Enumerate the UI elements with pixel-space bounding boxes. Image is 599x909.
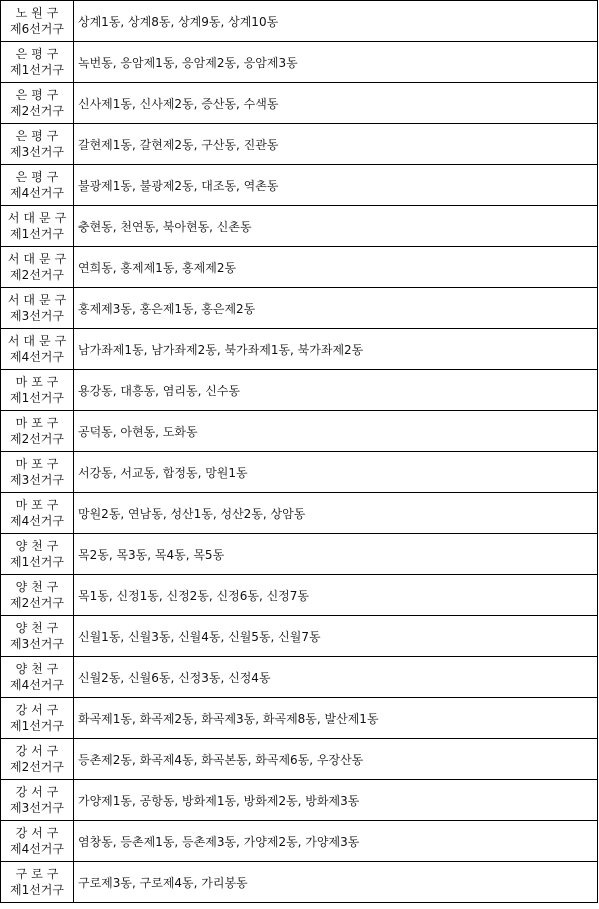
- gu-name: 강서구: [15, 785, 63, 799]
- gu-name: 구로구: [15, 867, 63, 881]
- district-number: 제1선거구: [9, 883, 64, 897]
- dong-list-cell: 불광제1동, 불광제2동, 대조동, 역촌동: [74, 165, 598, 206]
- district-number: 제4선거구: [9, 842, 64, 856]
- gu-name: 서대문구: [7, 334, 71, 348]
- gu-name: 마포구: [15, 498, 63, 512]
- table-row: [1, 247, 598, 288]
- district-number: 제4선거구: [9, 350, 64, 364]
- gu-name: 은평구: [15, 170, 63, 184]
- district-name-cell: [1, 534, 74, 575]
- gu-name: 양천구: [15, 580, 63, 594]
- district-number: 제4선거구: [9, 186, 64, 200]
- table-row: [1, 206, 598, 247]
- dong-list-cell: 용강동, 대흥동, 염리동, 신수동: [74, 370, 598, 411]
- dong-list-cell: 신월2동, 신월6동, 신정3동, 신정4동: [74, 657, 598, 698]
- gu-name: 마포구: [15, 416, 63, 430]
- table-row: [1, 534, 598, 575]
- district-number: 제3선거구: [9, 473, 64, 487]
- table-row: [1, 821, 598, 862]
- dong-list-cell: 신월1동, 신월3동, 신월4동, 신월5동, 신월7동: [74, 616, 598, 657]
- gu-name: 노원구: [15, 6, 63, 20]
- district-name-cell: [1, 411, 74, 452]
- dong-list-cell: 목2동, 목3동, 목4동, 목5동: [74, 534, 598, 575]
- table-row: [1, 165, 598, 206]
- dong-list-cell: 남가좌제1동, 남가좌제2동, 북가좌제1동, 북가좌제2동: [74, 329, 598, 370]
- district-name-cell: [1, 83, 74, 124]
- district-number: 제3선거구: [9, 145, 64, 159]
- table-row: [1, 370, 598, 411]
- district-name-cell: [1, 329, 74, 370]
- gu-name: 양천구: [15, 621, 63, 635]
- district-name-cell: [1, 493, 74, 534]
- gu-name: 서대문구: [7, 293, 71, 307]
- district-number: 제1선거구: [9, 63, 64, 77]
- gu-name: 서대문구: [7, 252, 71, 266]
- district-number: 제2선거구: [9, 104, 64, 118]
- dong-list-cell: 목1동, 신정1동, 신정2동, 신정6동, 신정7동: [74, 575, 598, 616]
- gu-name: 서대문구: [7, 211, 71, 225]
- district-number: 제3선거구: [9, 637, 64, 651]
- gu-name: 양천구: [15, 662, 63, 676]
- district-number: 제1선거구: [9, 227, 64, 241]
- dong-list-cell: 신사제1동, 신사제2동, 증산동, 수색동: [74, 83, 598, 124]
- table-row: [1, 83, 598, 124]
- table-row: [1, 329, 598, 370]
- dong-list-cell: 공덕동, 아현동, 도화동: [74, 411, 598, 452]
- district-name-cell: [1, 206, 74, 247]
- gu-name: 양천구: [15, 539, 63, 553]
- table-row: [1, 862, 598, 903]
- table-row: [1, 411, 598, 452]
- district-name-cell: [1, 780, 74, 821]
- dong-list-cell: 충현동, 천연동, 북아현동, 신촌동: [74, 206, 598, 247]
- district-name-cell: [1, 247, 74, 288]
- table-row: [1, 288, 598, 329]
- district-name-cell: [1, 1, 74, 42]
- gu-name: 마포구: [15, 457, 63, 471]
- district-number: 제2선거구: [9, 432, 64, 446]
- table-row: [1, 780, 598, 821]
- district-name-cell: [1, 165, 74, 206]
- district-table-body: [1, 1, 598, 903]
- table-row: [1, 452, 598, 493]
- table-row: [1, 124, 598, 165]
- district-name-cell: [1, 657, 74, 698]
- table-row: [1, 575, 598, 616]
- district-name-cell: [1, 452, 74, 493]
- gu-name: 은평구: [15, 88, 63, 102]
- dong-list-cell: 염창동, 등촌제1동, 등촌제3동, 가양제2동, 가양제3동: [74, 821, 598, 862]
- table-row: [1, 657, 598, 698]
- district-number: 제4선거구: [9, 678, 64, 692]
- dong-list-cell: 연희동, 홍제제1동, 홍제제2동: [74, 247, 598, 288]
- dong-list-cell: 녹번동, 응암제1동, 응암제2동, 응암제3동: [74, 42, 598, 83]
- dong-list-cell: 망원2동, 연남동, 성산1동, 성산2동, 상암동: [74, 493, 598, 534]
- district-number: 제2선거구: [9, 268, 64, 282]
- district-name-cell: [1, 739, 74, 780]
- gu-name: 은평구: [15, 47, 63, 61]
- dong-list-cell: 서강동, 서교동, 합정동, 망원1동: [74, 452, 598, 493]
- district-name-cell: [1, 698, 74, 739]
- district-name-cell: [1, 821, 74, 862]
- district-number: 제3선거구: [9, 309, 64, 323]
- district-name-cell: [1, 42, 74, 83]
- district-number: 제2선거구: [9, 596, 64, 610]
- district-name-cell: [1, 124, 74, 165]
- district-number: 제1선거구: [9, 391, 64, 405]
- dong-list-cell: 홍제제3동, 홍은제1동, 홍은제2동: [74, 288, 598, 329]
- district-number: 제2선거구: [9, 760, 64, 774]
- dong-list-cell: 상계1동, 상계8동, 상계9동, 상계10동: [74, 1, 598, 42]
- dong-list-cell: 가양제1동, 공항동, 방화제1동, 방화제2동, 방화제3동: [74, 780, 598, 821]
- gu-name: 강서구: [15, 703, 63, 717]
- district-name-cell: [1, 575, 74, 616]
- gu-name: 강서구: [15, 826, 63, 840]
- gu-name: 강서구: [15, 744, 63, 758]
- district-number: 제1선거구: [9, 555, 64, 569]
- table-row: [1, 1, 598, 42]
- gu-name: 은평구: [15, 129, 63, 143]
- gu-name: 마포구: [15, 375, 63, 389]
- dong-list-cell: 갈현제1동, 갈현제2동, 구산동, 진관동: [74, 124, 598, 165]
- district-number: 제1선거구: [9, 719, 64, 733]
- table-row: [1, 493, 598, 534]
- dong-list-cell: 화곡제1동, 화곡제2동, 화곡제3동, 화곡제8동, 발산제1동: [74, 698, 598, 739]
- district-number: 제3선거구: [9, 801, 64, 815]
- district-number: 제4선거구: [9, 514, 64, 528]
- dong-list-cell: 등촌제2동, 화곡제4동, 화곡본동, 화곡제6동, 우장산동: [74, 739, 598, 780]
- district-name-cell: [1, 288, 74, 329]
- table-row: [1, 42, 598, 83]
- district-name-cell: [1, 862, 74, 903]
- dong-list-cell: 구로제3동, 구로제4동, 가리봉동: [74, 862, 598, 903]
- district-name-cell: [1, 616, 74, 657]
- district-name-cell: [1, 370, 74, 411]
- table-row: [1, 616, 598, 657]
- district-number: 제6선거구: [9, 22, 64, 36]
- table-row: [1, 698, 598, 739]
- table-row: [1, 739, 598, 780]
